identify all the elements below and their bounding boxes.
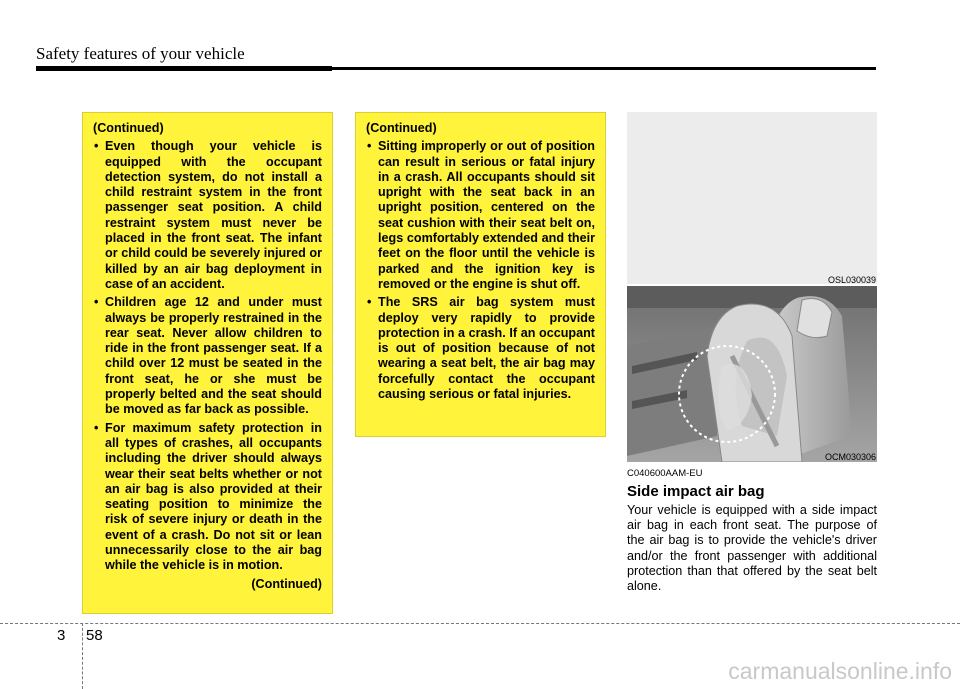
warning-bullet-list <box>93 139 322 573</box>
seat-airbag-illustration <box>627 286 877 462</box>
warning-bullet: • For maximum safety protection in all types of crashes, all occupants including the driver should always wear their seat belts whether or not an air bag is also provided at their seating position to minimize the risk of severe injury or death in the event of a crash. Do not sit or lean unnecessarily close to the air bag while the vehicle is in motion. <box>93 421 322 574</box>
footer-vertical-rule <box>82 623 83 689</box>
page-number: 58 <box>86 627 103 644</box>
footer-rule <box>0 623 960 624</box>
warning-bullet: • Children age 12 and under must always be properly restrained in the rear seat. Never allow children to ride in the front passenger seat. If a child over 12 must be seated in the front seat, he or she must be properly belted and the seat should be moved as far back as possible. <box>93 295 322 417</box>
figure-placeholder-image <box>627 112 877 284</box>
warning-bullet: • Sitting improperly or out of position can result in serious or fatal injury in a crash. All occupants should sit upright with the seat back in an upright position, centered on the seat cushion with their seat belt on, legs comfortably extended and their feet on the floor until the vehicle is parked and the ignition key is removed or the engine is shut off. <box>366 139 595 292</box>
page-header-title: Safety features of your vehicle <box>36 44 245 63</box>
warning-box-middle <box>355 112 606 437</box>
chapter-number: 3 <box>57 627 66 644</box>
warning-bullet-list <box>366 139 595 402</box>
continued-label-bottom: (Continued) <box>251 576 322 591</box>
figure-code-label: OCM030306 <box>824 452 876 462</box>
continued-label-top: (Continued) <box>93 121 164 135</box>
site-watermark: carmanualsonline.info <box>728 658 952 684</box>
section-body-text: Your vehicle is equipped with a side impact air bag in each front seat. The purpose of the air bag is to provide the vehicle's driver and/or the front passenger with additional protection than that offered by the seat belt alone. <box>627 503 877 594</box>
warning-bullet: • The SRS air bag system must deploy very rapidly to provide protection in a crash. If an occupant is out of position because of not wearing a seat belt, the air bag may forcefully contact the occupant causing serious or fatal injuries. <box>366 295 595 402</box>
section-reference-code: C040600AAM-EU <box>627 468 703 479</box>
seat-airbag-illustration-svg <box>627 286 877 462</box>
warning-box-left <box>82 112 333 614</box>
header-rule <box>36 67 876 70</box>
continued-label-top: (Continued) <box>366 121 437 135</box>
warning-bullet: • Even though your vehicle is equipped with the occupant detection system, do not install a child restraint system in the front passenger seat position. A child restraint system must never be placed in the front seat. The infant or child could be severely injured or killed by an air bag deployment in case of an accident. <box>93 139 322 292</box>
section-heading: Side impact air bag <box>627 483 765 500</box>
figure-code-label: OSL030039 <box>827 275 876 285</box>
